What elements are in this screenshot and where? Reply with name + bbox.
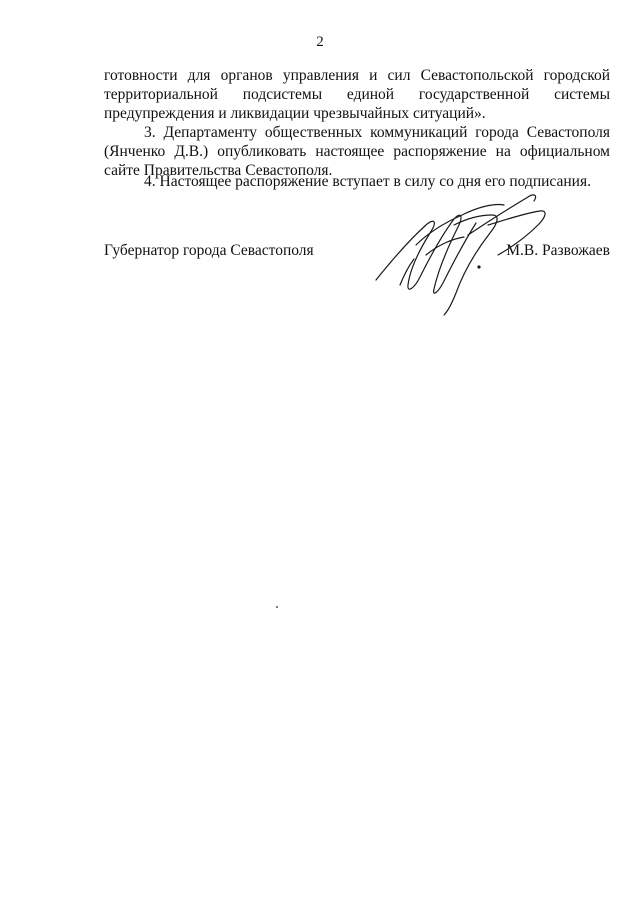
scan-speck	[276, 606, 278, 608]
page-number: 2	[316, 34, 324, 50]
text-line: 3. Департаменту общественных коммуникаций города Севастополя	[144, 124, 610, 141]
text-line: готовности для органов управления и сил Севастопольской городской	[104, 67, 610, 84]
text-line: 4. Настоящее распоряжение вступает в силу со дня его подписания.	[144, 173, 591, 190]
signatory-title: Губернатор города Севастополя	[104, 242, 314, 259]
handwritten-signature	[368, 185, 568, 320]
text-line: (Янченко Д.В.) опубликовать настоящее распоряжение на официальном	[104, 143, 610, 160]
text-line: территориальной подсистемы единой государственной системы	[104, 86, 610, 103]
text-line: сайте Правительства Севастополя.	[104, 162, 333, 179]
signatory-name: М.В. Развожаев	[506, 242, 610, 259]
text-line: предупреждения и ликвидации чрезвычайных ситуаций».	[104, 105, 486, 122]
paragraph-continuation	[104, 66, 610, 123]
